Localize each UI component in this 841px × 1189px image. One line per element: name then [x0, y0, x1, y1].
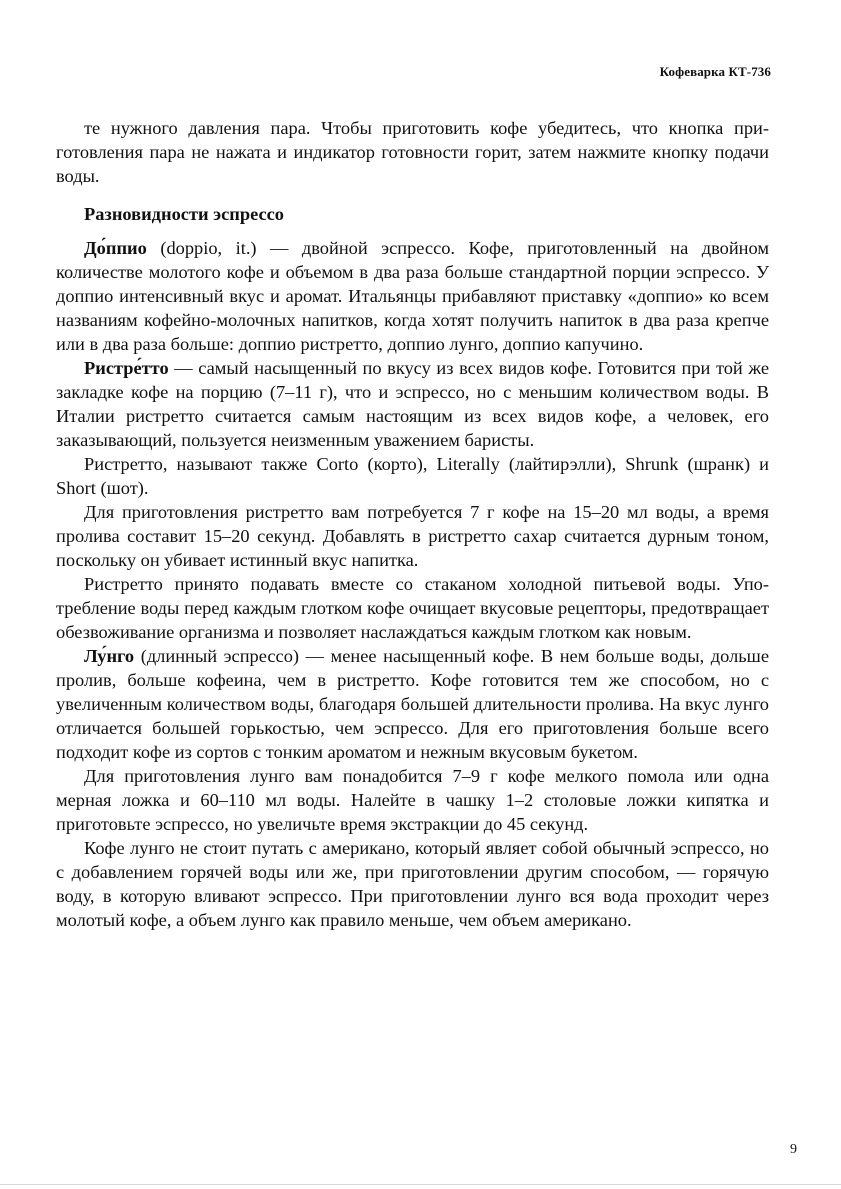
section-heading: Разновидности эспрессо — [84, 204, 285, 224]
paragraph-doppio — [56, 236, 769, 356]
term-lungo: Лу́нго — [84, 646, 135, 666]
paragraph-text: (длинный эспрессо) — менее насыщенный кофе. В нем больше воды, дольше пролив, больше кофеина, чем в ристретто. Кофе готовится тем же способом, но с увеличенным количеством воды, благодаря большей длительности пролива. На вкус лунго отличается большей горькостью, чем эспрессо. Для его приготовления больше всего подходит кофе из сортов с тонким ароматом и нежным вкусовым букетом. — [56, 646, 769, 762]
bottom-divider — [0, 1184, 841, 1185]
paragraph-ristretto-recipe: Для приготовления ристретто вам потребуется 7 г кофе на 15–20 мл воды, а время пролива составит 15–20 секунд. Добавлять в ристретто сахар считается дурным тоном, поскольку он убивает истинный вкус напитка. — [56, 502, 769, 570]
paragraph-ristretto-water: Ристретто принято подавать вместе со стаканом холодной питьевой воды. Употребление воды перед каждым глотком кофе очищает вкусовые рецепторы, предотвращает обезвоживание организма и позволяет наслаждаться каждым глотком как новым. — [56, 574, 769, 642]
paragraph-ristretto — [56, 356, 769, 452]
continuation-paragraph: те нужного давления пара. Чтобы приготовить кофе убедитесь, что кнопка приготовления пара не нажата и индикатор готовности горит, затем нажмите кнопку подачи воды. — [56, 118, 769, 186]
running-header: Кофеварка КТ-736 — [659, 64, 771, 79]
term-ristretto: Ристре́тто — [84, 358, 169, 378]
paragraph-lungo-americano: Кофе лунго не стоит путать с американо, который являет собой обычный эспрессо, но с добавлением горячей воды или же, при приготовлении другим способом, — горячую воду, в которую вливают эспрессо. При приготовлении лунго вся вода проходит через молотый кофе, а объем лунго как правило меньше, чем объем американо. — [56, 838, 769, 930]
paragraph-lungo — [56, 644, 769, 764]
paragraph-ristretto-names: Ристретто, называют также Corto (корто), Literally (лайтирэлли), Shrunk (шранк) и Short (шот). — [56, 454, 769, 498]
paragraph-text: — самый насыщенный по вкусу из всех видов кофе. Готовится при той же закладке кофе на порцию (7–11 г), что и эспрессо, но с меньшим количеством воды. В Италии ристретто считается самым настоящим из всех видов кофе, а человек, его заказывающий, пользуется неизменным уважением баристы. — [56, 358, 769, 450]
term-doppio: До́ппио — [84, 238, 147, 258]
page-number: 9 — [790, 1142, 797, 1157]
paragraph-text: (doppio, it.) — двойной эспрессо. Кофе, приготовленный на двойном количестве молотого кофе и объемом в два раза больше стандартной порции эспрессо. У доппио интенсивный вкус и аромат. Итальянцы прибавляют приставку «доппио» ко всем названиям кофейно-молочных напитков, когда хотят получить напиток в два раза крепче или в два раза больше: доппио ристретто, доппио лунго, доппио капучино. — [56, 238, 769, 354]
page-body — [56, 116, 769, 932]
paragraph-lungo-recipe: Для приготовления лунго вам понадобится 7–9 г кофе мелкого помола или одна мерная ложка и 60–110 мл воды. Налейте в чашку 1–2 столовые ложки кипятка и приготовьте эспрессо, но увеличьте время экстракции до 45 секунд. — [56, 766, 769, 834]
